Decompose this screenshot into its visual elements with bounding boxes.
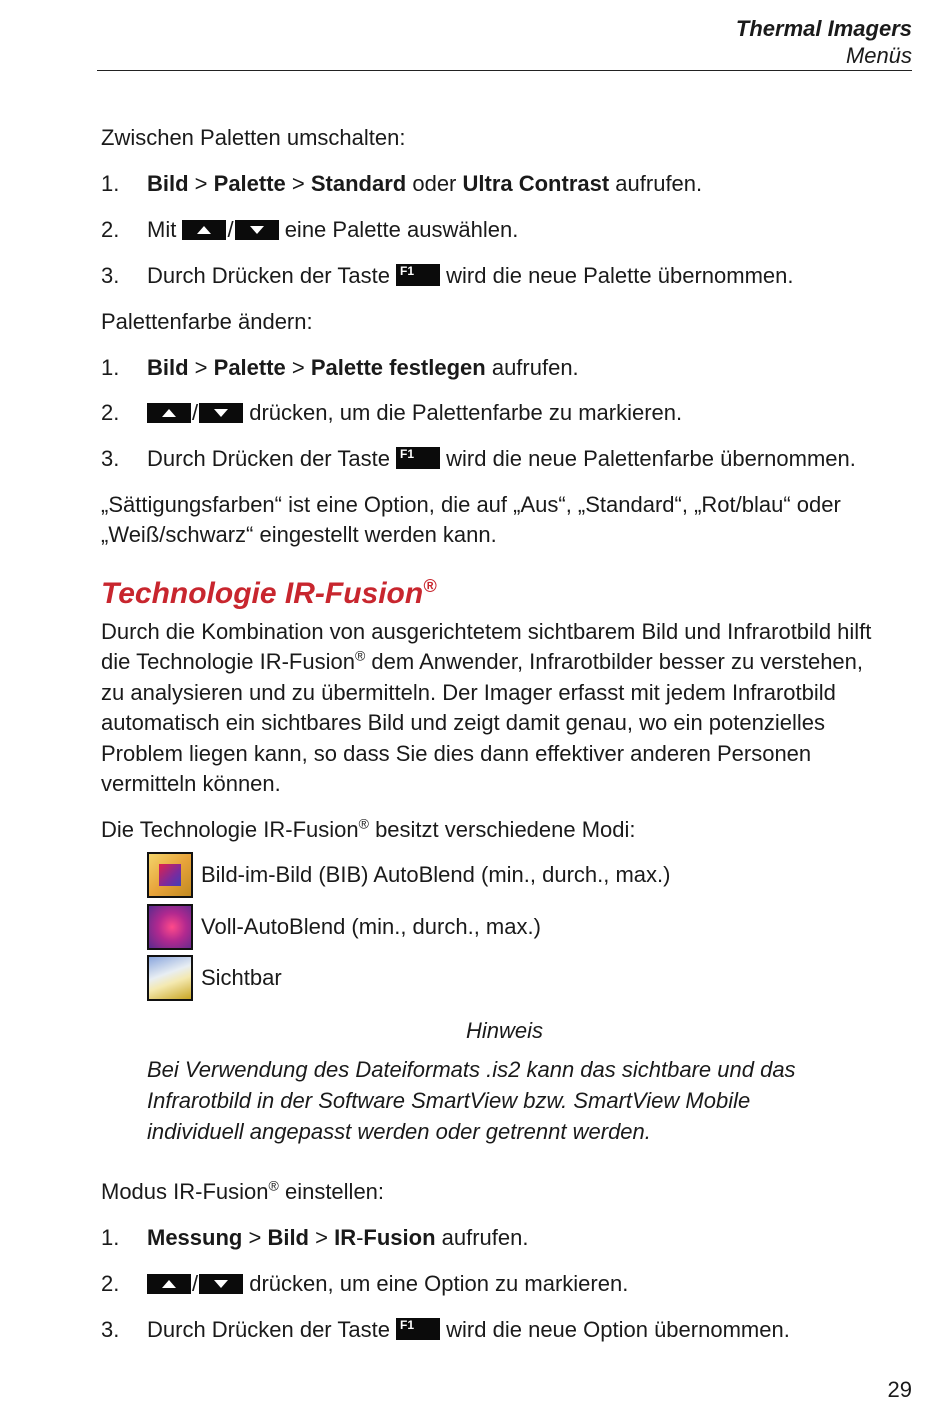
menu-messung: Messung <box>147 1225 243 1250</box>
color-step-3 <box>101 444 856 474</box>
para-text: die Technologie IR-Fusion <box>101 649 355 674</box>
step-number: 1. <box>101 171 120 196</box>
slash-separator: / <box>192 400 199 425</box>
header-rule <box>97 70 912 71</box>
f1-key-label: F1 <box>400 1318 415 1332</box>
menu-separator: > <box>242 1225 268 1250</box>
ir-fusion-para-line-6: vermitteln können. <box>101 771 281 796</box>
mode-label: Sichtbar <box>201 965 282 990</box>
arrow-down-key-icon <box>235 220 279 240</box>
step-number: 2. <box>101 1271 120 1296</box>
modes-intro <box>101 815 636 845</box>
running-header-subtitle: Menüs <box>845 43 912 68</box>
step-text: Durch Drücken der Taste <box>147 1317 397 1342</box>
para-text: einstellen: <box>278 1179 385 1204</box>
step-text: aufrufen. <box>435 1225 529 1250</box>
page-number: 29 <box>887 1377 912 1402</box>
ir-fusion-para-line-1: Durch die Kombination von ausgerichtetem sichtbarem Bild und Infrarotbild hilft <box>101 619 872 644</box>
menu-palette: Palette <box>213 171 286 196</box>
ir-fusion-para-line-2 <box>101 647 863 677</box>
ir-fusion-para-line-4: automatisch ein sichtbares Bild und zeigt damit genau, wo ein potenzielles <box>101 710 825 735</box>
palette-color-intro: Palettenfarbe ändern: <box>101 309 313 334</box>
menu-dash: - <box>356 1225 364 1250</box>
step-text: aufrufen. <box>485 355 579 380</box>
f1-key-icon <box>396 1318 440 1340</box>
slash-separator: / <box>227 217 234 242</box>
para-text: Modus IR-Fusion <box>101 1179 269 1204</box>
menu-separator: > <box>285 355 311 380</box>
menu-standard: Standard <box>310 171 407 196</box>
step-text: drücken, um eine Option zu markieren. <box>243 1271 629 1296</box>
step-number: 3. <box>101 446 120 471</box>
menu-palette: Palette <box>213 355 286 380</box>
step-number: 3. <box>101 263 120 288</box>
menu-palette-festlegen: Palette festlegen <box>310 355 486 380</box>
para-text: Die Technologie IR-Fusion <box>101 817 359 842</box>
menu-ir: IR <box>334 1225 357 1250</box>
step-text: Durch Drücken der Taste <box>147 446 397 471</box>
ir-fusion-para-line-3: zu analysieren und zu übermitteln. Der Imager erfasst mit jedem Infrarotbild <box>101 680 836 705</box>
menu-bild: Bild <box>147 355 189 380</box>
palette-step-2 <box>101 215 518 245</box>
menu-bild: Bild <box>147 171 189 196</box>
step-text: wird die neue Palettenfarbe übernommen. <box>440 446 856 471</box>
palette-step-3 <box>101 261 793 291</box>
step-text: wird die neue Option übernommen. <box>440 1317 790 1342</box>
menu-separator: > <box>285 171 311 196</box>
registered-mark: ® <box>423 576 437 596</box>
step-number: 3. <box>101 1317 120 1342</box>
saturation-text-line-2: „Weiß/schwarz“ eingestellt werden kann. <box>101 522 497 547</box>
mode-label: Voll-AutoBlend (min., durch., max.) <box>201 914 541 939</box>
full-autoblend-icon <box>147 904 193 950</box>
registered-mark: ® <box>358 815 369 832</box>
step-text: Durch Drücken der Taste <box>147 263 397 288</box>
menu-separator: > <box>188 171 214 196</box>
menu-separator: > <box>309 1225 335 1250</box>
para-text: besitzt verschiedene Modi: <box>368 817 636 842</box>
step-text: Mit <box>147 217 183 242</box>
f1-key-icon <box>396 447 440 469</box>
slash-separator: / <box>192 1271 199 1296</box>
step-number: 1. <box>101 355 120 380</box>
registered-mark: ® <box>354 647 366 664</box>
step-text: eine Palette auswählen. <box>278 217 519 242</box>
step-text: aufrufen. <box>609 171 703 196</box>
menu-fusion: Fusion <box>363 1225 436 1250</box>
palette-step-1 <box>101 169 702 199</box>
arrow-up-key-icon <box>182 220 226 240</box>
picture-in-picture-icon <box>147 852 193 898</box>
para-text: dem Anwender, Infrarotbilder besser zu verstehen, <box>365 649 864 674</box>
menu-separator: > <box>188 355 214 380</box>
ir-fusion-para-line-5: Problem liegen kann, so dass Sie dies dann effektiver anderen Personen <box>101 741 812 766</box>
ir-step-1 <box>101 1223 528 1253</box>
step-text: oder <box>406 171 463 196</box>
section-title-ir-fusion <box>101 576 436 612</box>
ir-step-2 <box>101 1269 628 1299</box>
f1-key-label: F1 <box>400 264 415 278</box>
color-step-2 <box>101 398 682 428</box>
palette-switch-intro: Zwischen Paletten umschalten: <box>101 125 406 150</box>
arrow-down-key-icon <box>199 403 243 423</box>
color-step-1 <box>101 353 579 383</box>
visible-icon <box>147 955 193 1001</box>
registered-mark: ® <box>268 1177 279 1194</box>
f1-key-label: F1 <box>400 447 415 461</box>
note-body: Bei Verwendung des Dateiformats .is2 kann das sichtbare und das Infrarotbild in der Software SmartView bzw. SmartView Mobile individuell angepasst werden oder getrennt werden. <box>147 1057 796 1144</box>
step-number: 2. <box>101 217 120 242</box>
step-text: wird die neue Palette übernommen. <box>440 263 794 288</box>
step-number: 2. <box>101 400 120 425</box>
note-title: Hinweis <box>466 1018 544 1043</box>
section-title-text: Technologie IR-Fusion <box>101 577 424 610</box>
ir-step-3 <box>101 1315 790 1345</box>
step-number: 1. <box>101 1225 120 1250</box>
running-header-title: Thermal Imagers <box>735 16 912 41</box>
arrow-up-key-icon <box>147 403 191 423</box>
saturation-text-line-1: „Sättigungsfarben“ ist eine Option, die auf „Aus“, „Standard“, „Rot/blau“ oder <box>101 492 841 517</box>
set-mode-intro <box>101 1177 384 1207</box>
menu-ultra-contrast: Ultra Contrast <box>462 171 610 196</box>
arrow-down-key-icon <box>199 1274 243 1294</box>
step-text: drücken, um die Palettenfarbe zu markieren. <box>243 400 683 425</box>
f1-key-icon <box>396 264 440 286</box>
menu-bild: Bild <box>267 1225 309 1250</box>
mode-label: Bild-im-Bild (BIB) AutoBlend (min., durch., max.) <box>201 862 671 887</box>
arrow-up-key-icon <box>147 1274 191 1294</box>
